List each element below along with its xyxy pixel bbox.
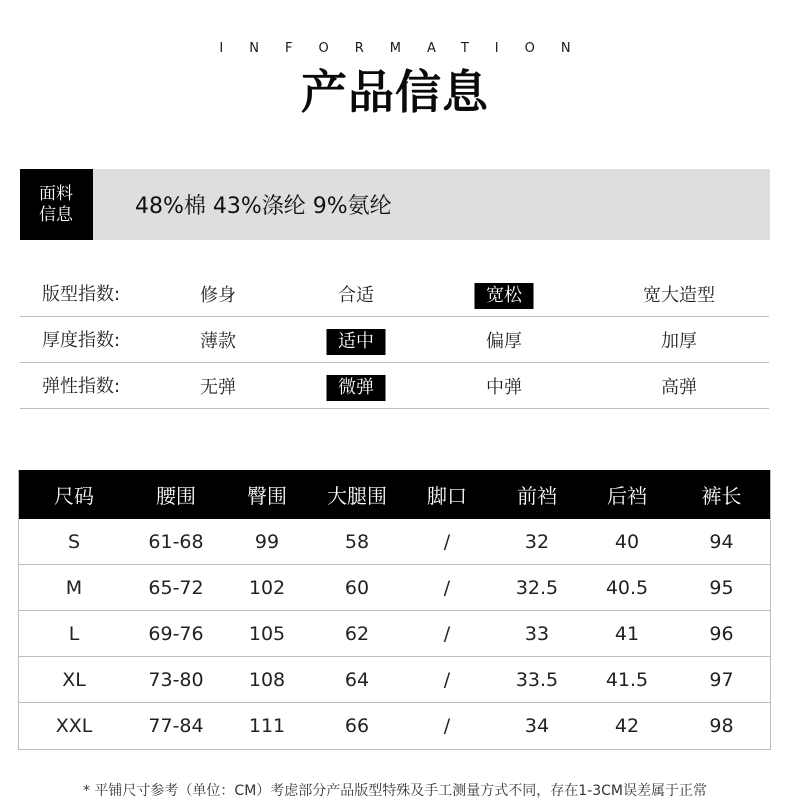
index-label: 版型指数: [42,284,121,305]
table-cell: / [402,703,492,749]
size-table-header [18,470,771,519]
table-cell: 105 [222,611,312,657]
measurement-footnote: * 平铺尺寸参考（单位：CM）考虑部分产品版型特殊及手工测量方式不同，存在1-3CM误差属于正常 [82,783,708,799]
table-row [18,519,771,565]
table-cell: M [18,565,130,611]
index-option: 高弹 [661,377,697,398]
page-title: 产品信息 [301,65,489,119]
size-table-column-header: 腰围 [130,470,222,519]
table-cell: 42 [582,703,672,749]
table-cell: S [67,530,81,553]
table-cell: / [402,611,492,657]
table-cell: 96 [672,611,771,657]
table-cell: 33 [492,611,582,657]
table-cell: 99 [254,530,280,553]
fabric-composition: 48%棉 43%涤纶 9%氨纶 [135,194,392,219]
index-option: 合适 [338,285,374,306]
table-cell: 69-76 [130,611,222,657]
thickness-index-row [20,317,769,363]
index-option: 修身 [200,285,236,306]
index-option: 中弹 [486,377,522,398]
table-cell: 111 [222,703,312,749]
size-table-column-header: 后裆 [582,470,672,519]
table-cell: 77-84 [130,703,222,749]
table-cell: 102 [222,565,312,611]
size-table-column-header: 脚口 [402,470,492,519]
table-row [18,611,771,657]
fit-index-row [20,271,769,317]
table-row [18,657,771,703]
table-cell: / [402,657,492,703]
table-cell: 33.5 [492,657,582,703]
table-row [18,565,771,611]
size-table-body [18,519,771,748]
index-option-selected: 宽松 [475,283,534,309]
table-cell: 65-72 [130,565,222,611]
table-cell: 60 [312,565,402,611]
index-option-selected: 微弹 [327,375,386,401]
index-option: 薄款 [200,331,236,352]
size-table-column-header: 裤长 [672,470,771,519]
fabric-info-bar [20,169,770,240]
size-table-column-header: 前裆 [492,470,582,519]
section-eyebrow: INFORMATION [219,41,597,56]
table-cell: 94 [709,530,734,553]
table-cell: XXL [18,703,130,749]
index-label: 弹性指数: [42,376,121,397]
index-option: 加厚 [661,331,697,352]
table-cell: 95 [672,565,771,611]
table-cell: 58 [344,530,370,553]
index-option: 无弹 [200,377,236,398]
table-cell: / [402,565,492,611]
table-cell: 41 [582,611,672,657]
fabric-info-label [20,169,93,240]
size-table-column-header: 臀围 [222,470,312,519]
fabric-label-line2: 信息 [39,204,73,225]
stretch-index-row [20,363,769,409]
table-cell: 62 [312,611,402,657]
table-row [18,703,771,749]
table-cell: 98 [672,703,771,749]
index-option: 偏厚 [486,331,522,352]
index-option: 宽大造型 [643,285,715,306]
table-cell: 40 [614,530,640,553]
table-cell: 61-68 [148,530,204,553]
table-cell: 108 [222,657,312,703]
table-cell: 32 [524,530,550,553]
table-cell: 34 [492,703,582,749]
table-cell: / [443,530,451,553]
table-cell: XL [18,657,130,703]
table-cell: 64 [312,657,402,703]
size-table [18,470,771,748]
size-table-column-header: 尺码 [18,470,130,519]
table-cell: 97 [672,657,771,703]
fabric-label-line1: 面料 [39,183,73,204]
table-cell: 40.5 [582,565,672,611]
table-cell: 66 [312,703,402,749]
table-cell: 32.5 [492,565,582,611]
index-label: 厚度指数: [42,330,121,351]
table-cell: 41.5 [582,657,672,703]
size-table-column-header: 大腿围 [312,470,402,519]
table-cell: 73-80 [130,657,222,703]
index-option-selected: 适中 [327,329,386,355]
table-cell: L [18,611,130,657]
